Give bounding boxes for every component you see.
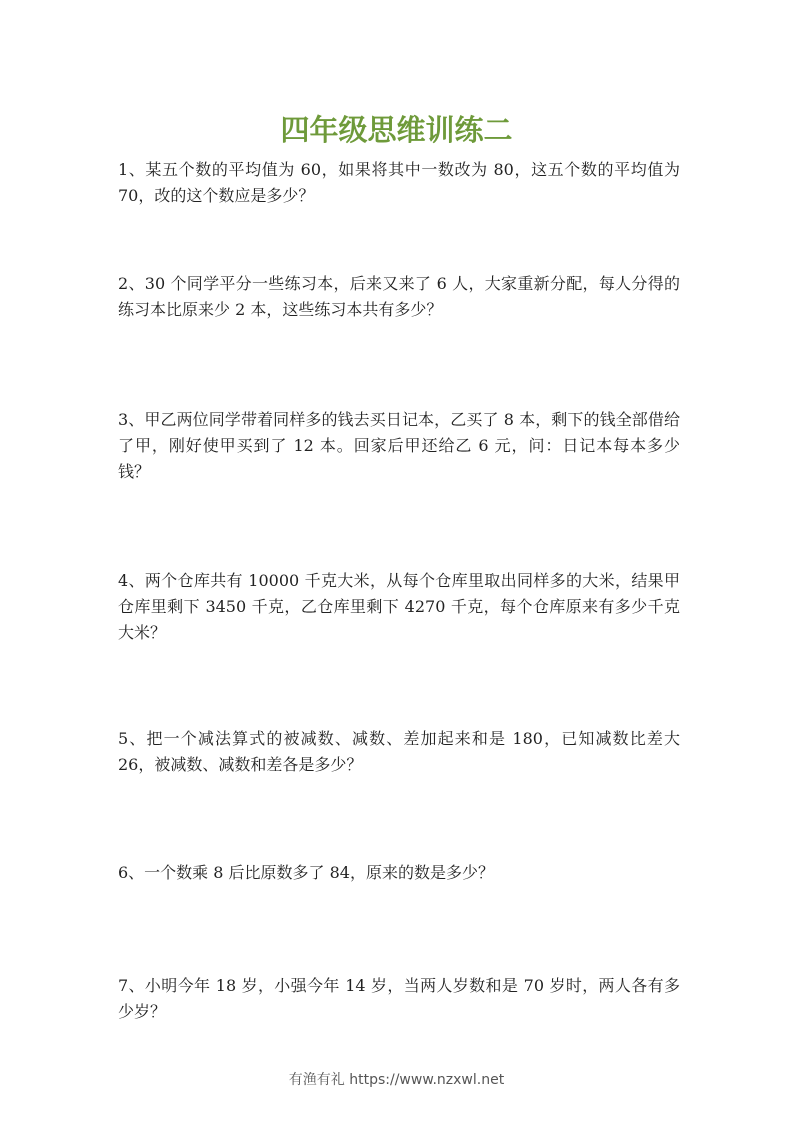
question-6: 6、一个数乘 8 后比原数多了 84，原来的数是多少？ (118, 863, 494, 882)
page-title: 四年级思维训练二 (280, 113, 513, 147)
question-4: 4、两个仓库共有 10000 千克大米，从每个仓库里取出同样多的大米，结果甲仓库里剩下 3450 千克，乙仓库里剩下 4270 千克，每个仓库原来有多少千克大米？ (118, 571, 680, 642)
footer-watermark: 有渔有礼 https://www.nzxwl.net (288, 1072, 505, 1088)
question-3: 3、甲乙两位同学带着同样多的钱去买日记本，乙买了 8 本，剩下的钱全部借给了甲，刚好使甲买到了 12 本。回家后甲还给乙 6 元，问：日记本每本多少钱？ (118, 410, 680, 481)
question-2: 2、30 个同学平分一些练习本，后来又来了 6 人，大家重新分配，每人分得的练习本比原来少 2 本，这些练习本共有多少？ (118, 274, 680, 319)
question-5: 5、把一个减法算式的被减数、减数、差加起来和是 180，已知减数比差大 26，被减数、减数和差各是多少？ (118, 729, 680, 774)
question-7: 7、小明今年 18 岁，小强今年 14 岁，当两人岁数和是 70 岁时，两人各有多少岁？ (118, 976, 680, 1021)
question-1: 1、某五个数的平均值为 60，如果将其中一数改为 80，这五个数的平均值为 70，改的这个数应是多少？ (118, 160, 680, 205)
